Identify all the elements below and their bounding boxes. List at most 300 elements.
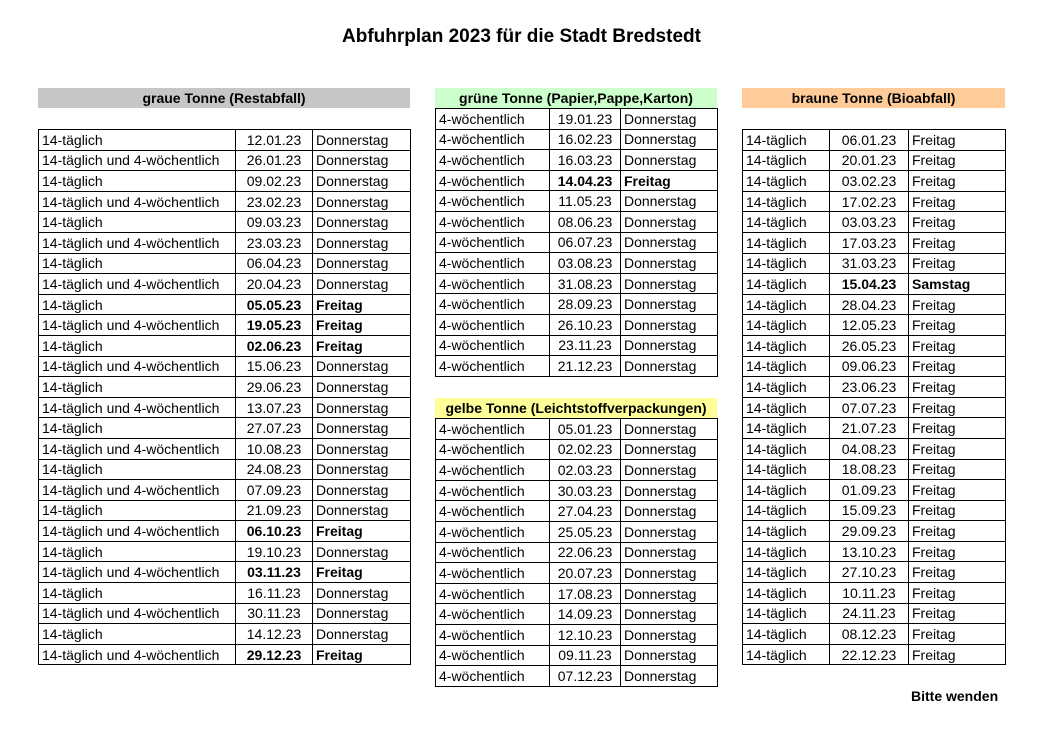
frequency-cell: 14-täglich und 4-wöchentlich: [39, 356, 236, 377]
weekday-cell: Donnerstag: [313, 274, 411, 295]
frequency-cell: 14-täglich: [39, 335, 236, 356]
frequency-cell: 4-wöchentlich: [436, 583, 550, 604]
frequency-cell: 4-wöchentlich: [436, 439, 550, 460]
date-cell: 13.10.23: [830, 541, 909, 562]
date-cell: 03.11.23: [236, 562, 313, 583]
frequency-cell: 4-wöchentlich: [436, 356, 550, 377]
weekday-cell: Freitag: [909, 397, 1006, 418]
date-cell: 20.01.23: [830, 150, 909, 171]
table-row: [436, 273, 718, 294]
table-row: [39, 171, 411, 192]
frequency-cell: 14-täglich: [39, 377, 236, 398]
table-row: [436, 170, 718, 191]
date-cell: 09.11.23: [550, 645, 621, 666]
frequency-cell: 14-täglich: [743, 315, 830, 336]
date-cell: 10.11.23: [830, 583, 909, 604]
table-row: [436, 480, 718, 501]
weekday-cell: Donnerstag: [621, 211, 718, 232]
date-cell: 03.08.23: [550, 253, 621, 274]
table-row: [39, 459, 411, 480]
table-row: [436, 521, 718, 542]
date-cell: 23.02.23: [236, 191, 313, 212]
date-cell: 24.08.23: [236, 459, 313, 480]
weekday-cell: Freitag: [313, 335, 411, 356]
table-row: [39, 377, 411, 398]
date-cell: 03.03.23: [830, 212, 909, 233]
weekday-cell: Freitag: [313, 315, 411, 336]
weekday-cell: Freitag: [909, 541, 1006, 562]
weekday-cell: Donnerstag: [621, 563, 718, 584]
table-row: [39, 315, 411, 336]
weekday-cell: Freitag: [909, 212, 1006, 233]
date-cell: 14.04.23: [550, 170, 621, 191]
table-row: [743, 603, 1006, 624]
table-row: [436, 439, 718, 460]
date-cell: 21.07.23: [830, 418, 909, 439]
date-cell: 07.07.23: [830, 397, 909, 418]
table-row: [743, 232, 1006, 253]
weekday-cell: Donnerstag: [313, 480, 411, 501]
frequency-cell: 14-täglich: [743, 480, 830, 501]
weekday-cell: Freitag: [909, 418, 1006, 439]
date-cell: 12.05.23: [830, 315, 909, 336]
date-cell: 19.01.23: [550, 109, 621, 130]
table-row: [743, 356, 1006, 377]
table-row: [436, 232, 718, 253]
date-cell: 01.09.23: [830, 480, 909, 501]
date-cell: 13.07.23: [236, 397, 313, 418]
weekday-cell: Donnerstag: [621, 583, 718, 604]
frequency-cell: 14-täglich: [743, 335, 830, 356]
weekday-cell: Donnerstag: [621, 419, 718, 440]
date-cell: 02.06.23: [236, 335, 313, 356]
date-cell: 07.09.23: [236, 480, 313, 501]
date-cell: 16.02.23: [550, 129, 621, 150]
weekday-cell: Freitag: [909, 644, 1006, 665]
weekday-cell: Donnerstag: [621, 604, 718, 625]
frequency-cell: 4-wöchentlich: [436, 109, 550, 130]
weekday-cell: Freitag: [909, 356, 1006, 377]
date-cell: 17.03.23: [830, 232, 909, 253]
frequency-cell: 14-täglich und 4-wöchentlich: [39, 150, 236, 171]
weekday-cell: Donnerstag: [621, 129, 718, 150]
table-row: [39, 438, 411, 459]
weekday-cell: Donnerstag: [313, 624, 411, 645]
table-row: [39, 294, 411, 315]
table-row: [743, 253, 1006, 274]
date-cell: 15.09.23: [830, 500, 909, 521]
weekday-cell: Donnerstag: [621, 624, 718, 645]
table-row: [39, 500, 411, 521]
frequency-cell: 14-täglich und 4-wöchentlich: [39, 191, 236, 212]
weekday-cell: Donnerstag: [313, 377, 411, 398]
date-cell: 10.08.23: [236, 438, 313, 459]
frequency-cell: 4-wöchentlich: [436, 129, 550, 150]
date-cell: 08.06.23: [550, 211, 621, 232]
date-cell: 12.10.23: [550, 624, 621, 645]
weekday-cell: Freitag: [909, 521, 1006, 542]
table-row: [743, 562, 1006, 583]
date-cell: 14.09.23: [550, 604, 621, 625]
weekday-cell: Freitag: [909, 150, 1006, 171]
weekday-cell: Donnerstag: [621, 109, 718, 130]
weekday-cell: Freitag: [313, 521, 411, 542]
date-cell: 06.01.23: [830, 130, 909, 151]
frequency-cell: 4-wöchentlich: [436, 273, 550, 294]
date-cell: 27.04.23: [550, 501, 621, 522]
weekday-cell: Freitag: [909, 500, 1006, 521]
frequency-cell: 4-wöchentlich: [436, 253, 550, 274]
frequency-cell: 4-wöchentlich: [436, 645, 550, 666]
table-row: [39, 418, 411, 439]
frequency-cell: 14-täglich: [743, 644, 830, 665]
frequency-cell: 4-wöchentlich: [436, 521, 550, 542]
frequency-cell: 14-täglich: [743, 150, 830, 171]
frequency-cell: 4-wöchentlich: [436, 191, 550, 212]
date-cell: 31.03.23: [830, 253, 909, 274]
weekday-cell: Donnerstag: [313, 541, 411, 562]
table-row: [436, 604, 718, 625]
frequency-cell: 14-täglich: [743, 253, 830, 274]
date-cell: 06.04.23: [236, 253, 313, 274]
frequency-cell: 14-täglich: [39, 500, 236, 521]
table-row: [743, 274, 1006, 295]
gruen-header: grüne Tonne (Papier,Pappe,Karton): [435, 88, 717, 108]
table-row: [39, 191, 411, 212]
weekday-cell: Donnerstag: [621, 666, 718, 687]
weekday-cell: Freitag: [909, 191, 1006, 212]
table-row: [743, 480, 1006, 501]
frequency-cell: 4-wöchentlich: [436, 480, 550, 501]
weekday-cell: Freitag: [909, 335, 1006, 356]
weekday-cell: Donnerstag: [621, 501, 718, 522]
weekday-cell: Freitag: [909, 377, 1006, 398]
frequency-cell: 14-täglich: [743, 562, 830, 583]
frequency-cell: 4-wöchentlich: [436, 604, 550, 625]
braun-header: braune Tonne (Bioabfall): [742, 88, 1005, 108]
table-row: [436, 460, 718, 481]
please-turn-over-note: Bitte wenden: [911, 688, 999, 704]
weekday-cell: Freitag: [909, 459, 1006, 480]
weekday-cell: Donnerstag: [621, 521, 718, 542]
table-row: [39, 480, 411, 501]
table-row: [39, 583, 411, 604]
weekday-cell: Freitag: [909, 603, 1006, 624]
frequency-cell: 14-täglich: [39, 418, 236, 439]
table-row: [39, 562, 411, 583]
frequency-cell: 14-täglich: [743, 624, 830, 645]
date-cell: 25.05.23: [550, 521, 621, 542]
table-row: [436, 150, 718, 171]
table-row: [436, 191, 718, 212]
table-row: [436, 501, 718, 522]
weekday-cell: Freitag: [909, 438, 1006, 459]
frequency-cell: 4-wöchentlich: [436, 563, 550, 584]
frequency-cell: 14-täglich und 4-wöchentlich: [39, 397, 236, 418]
table-row: [39, 232, 411, 253]
weekday-cell: Donnerstag: [313, 438, 411, 459]
frequency-cell: 14-täglich: [743, 274, 830, 295]
date-cell: 02.03.23: [550, 460, 621, 481]
date-cell: 03.02.23: [830, 171, 909, 192]
weekday-cell: Donnerstag: [313, 459, 411, 480]
frequency-cell: 14-täglich und 4-wöchentlich: [39, 603, 236, 624]
table-row: [39, 130, 411, 151]
table-row: [743, 583, 1006, 604]
weekday-cell: Donnerstag: [621, 314, 718, 335]
frequency-cell: 4-wöchentlich: [436, 150, 550, 171]
table-row: [436, 335, 718, 356]
frequency-cell: 4-wöchentlich: [436, 170, 550, 191]
frequency-cell: 14-täglich und 4-wöchentlich: [39, 480, 236, 501]
frequency-cell: 14-täglich: [743, 171, 830, 192]
table-row: [743, 438, 1006, 459]
weekday-cell: Donnerstag: [313, 356, 411, 377]
date-cell: 19.05.23: [236, 315, 313, 336]
weekday-cell: Donnerstag: [621, 253, 718, 274]
weekday-cell: Donnerstag: [621, 480, 718, 501]
frequency-cell: 4-wöchentlich: [436, 294, 550, 315]
date-cell: 30.11.23: [236, 603, 313, 624]
frequency-cell: 14-täglich: [39, 624, 236, 645]
frequency-cell: 4-wöchentlich: [436, 211, 550, 232]
date-cell: 15.04.23: [830, 274, 909, 295]
table-row: [743, 315, 1006, 336]
date-cell: 11.05.23: [550, 191, 621, 212]
frequency-cell: 14-täglich und 4-wöchentlich: [39, 315, 236, 336]
weekday-cell: Freitag: [909, 232, 1006, 253]
table-row: [39, 253, 411, 274]
table-row: [743, 212, 1006, 233]
weekday-cell: Donnerstag: [313, 191, 411, 212]
table-row: [743, 644, 1006, 665]
frequency-cell: 4-wöchentlich: [436, 314, 550, 335]
date-cell: 23.03.23: [236, 232, 313, 253]
weekday-cell: Donnerstag: [313, 603, 411, 624]
frequency-cell: 14-täglich: [743, 130, 830, 151]
weekday-cell: Donnerstag: [313, 150, 411, 171]
date-cell: 21.12.23: [550, 356, 621, 377]
date-cell: 26.01.23: [236, 150, 313, 171]
frequency-cell: 14-täglich und 4-wöchentlich: [39, 562, 236, 583]
frequency-cell: 14-täglich: [39, 253, 236, 274]
table-row: [436, 211, 718, 232]
frequency-cell: 14-täglich: [743, 418, 830, 439]
frequency-cell: 14-täglich: [39, 541, 236, 562]
table-row: [39, 541, 411, 562]
date-cell: 27.07.23: [236, 418, 313, 439]
date-cell: 29.12.23: [236, 644, 313, 665]
date-cell: 16.03.23: [550, 150, 621, 171]
table-row: [436, 314, 718, 335]
frequency-cell: 14-täglich: [743, 603, 830, 624]
weekday-cell: Donnerstag: [313, 212, 411, 233]
table-row: [436, 109, 718, 130]
date-cell: 15.06.23: [236, 356, 313, 377]
weekday-cell: Donnerstag: [313, 232, 411, 253]
date-cell: 12.01.23: [236, 130, 313, 151]
weekday-cell: Donnerstag: [621, 645, 718, 666]
weekday-cell: Donnerstag: [621, 356, 718, 377]
table-row: [436, 666, 718, 687]
date-cell: 02.02.23: [550, 439, 621, 460]
date-cell: 16.11.23: [236, 583, 313, 604]
date-cell: 28.09.23: [550, 294, 621, 315]
date-cell: 14.12.23: [236, 624, 313, 645]
date-cell: 06.07.23: [550, 232, 621, 253]
frequency-cell: 14-täglich: [39, 583, 236, 604]
weekday-cell: Freitag: [909, 171, 1006, 192]
frequency-cell: 14-täglich und 4-wöchentlich: [39, 438, 236, 459]
weekday-cell: Donnerstag: [621, 460, 718, 481]
weekday-cell: Freitag: [909, 480, 1006, 501]
table-row: [39, 521, 411, 542]
date-cell: 26.10.23: [550, 314, 621, 335]
date-cell: 30.03.23: [550, 480, 621, 501]
date-cell: 20.07.23: [550, 563, 621, 584]
frequency-cell: 4-wöchentlich: [436, 542, 550, 563]
weekday-cell: Samstag: [909, 274, 1006, 295]
table-row: [436, 253, 718, 274]
table-row: [39, 356, 411, 377]
weekday-cell: Donnerstag: [313, 397, 411, 418]
table-row: [743, 541, 1006, 562]
frequency-cell: 14-täglich: [743, 356, 830, 377]
table-row: [39, 603, 411, 624]
weekday-cell: Freitag: [313, 562, 411, 583]
date-cell: 19.10.23: [236, 541, 313, 562]
weekday-cell: Donnerstag: [621, 232, 718, 253]
date-cell: 20.04.23: [236, 274, 313, 295]
grau-schedule-table: [38, 129, 411, 665]
frequency-cell: 14-täglich und 4-wöchentlich: [39, 644, 236, 665]
weekday-cell: Donnerstag: [313, 171, 411, 192]
weekday-cell: Donnerstag: [313, 583, 411, 604]
table-row: [436, 645, 718, 666]
frequency-cell: 14-täglich: [743, 583, 830, 604]
date-cell: 31.08.23: [550, 273, 621, 294]
frequency-cell: 4-wöchentlich: [436, 232, 550, 253]
frequency-cell: 14-täglich: [743, 459, 830, 480]
frequency-cell: 14-täglich: [39, 130, 236, 151]
table-row: [39, 624, 411, 645]
table-row: [743, 171, 1006, 192]
gruen-schedule-table: [435, 108, 718, 377]
braun-schedule-table: [742, 129, 1006, 665]
date-cell: 07.12.23: [550, 666, 621, 687]
weekday-cell: Donnerstag: [621, 439, 718, 460]
weekday-cell: Donnerstag: [621, 273, 718, 294]
date-cell: 29.09.23: [830, 521, 909, 542]
table-row: [436, 583, 718, 604]
weekday-cell: Donnerstag: [621, 335, 718, 356]
frequency-cell: 14-täglich und 4-wöchentlich: [39, 274, 236, 295]
table-row: [39, 397, 411, 418]
table-row: [39, 335, 411, 356]
frequency-cell: 4-wöchentlich: [436, 419, 550, 440]
frequency-cell: 14-täglich: [39, 294, 236, 315]
table-row: [436, 129, 718, 150]
date-cell: 22.06.23: [550, 542, 621, 563]
table-row: [743, 397, 1006, 418]
weekday-cell: Donnerstag: [313, 130, 411, 151]
gelb-header: gelbe Tonne (Leichtstoffverpackungen): [435, 398, 717, 418]
date-cell: 05.01.23: [550, 419, 621, 440]
date-cell: 08.12.23: [830, 624, 909, 645]
table-row: [743, 335, 1006, 356]
table-row: [436, 563, 718, 584]
table-row: [743, 150, 1006, 171]
date-cell: 04.08.23: [830, 438, 909, 459]
date-cell: 23.06.23: [830, 377, 909, 398]
weekday-cell: Freitag: [909, 294, 1006, 315]
weekday-cell: Freitag: [909, 624, 1006, 645]
table-row: [39, 644, 411, 665]
weekday-cell: Freitag: [909, 253, 1006, 274]
table-row: [743, 624, 1006, 645]
weekday-cell: Freitag: [909, 583, 1006, 604]
date-cell: 27.10.23: [830, 562, 909, 583]
table-row: [39, 212, 411, 233]
weekday-cell: Donnerstag: [621, 150, 718, 171]
table-row: [39, 274, 411, 295]
date-cell: 21.09.23: [236, 500, 313, 521]
gelb-schedule-table: [435, 418, 718, 687]
weekday-cell: Donnerstag: [313, 418, 411, 439]
page-title: Abfuhrplan 2023 für die Stadt Bredstedt: [342, 26, 701, 47]
table-row: [743, 294, 1006, 315]
table-row: [39, 150, 411, 171]
date-cell: 22.12.23: [830, 644, 909, 665]
table-row: [743, 191, 1006, 212]
table-row: [436, 542, 718, 563]
weekday-cell: Donnerstag: [621, 542, 718, 563]
table-row: [436, 624, 718, 645]
frequency-cell: 14-täglich: [743, 232, 830, 253]
date-cell: 09.06.23: [830, 356, 909, 377]
date-cell: 17.02.23: [830, 191, 909, 212]
weekday-cell: Freitag: [313, 294, 411, 315]
table-row: [743, 130, 1006, 151]
frequency-cell: 4-wöchentlich: [436, 624, 550, 645]
frequency-cell: 14-täglich: [743, 438, 830, 459]
weekday-cell: Donnerstag: [313, 500, 411, 521]
frequency-cell: 14-täglich: [743, 212, 830, 233]
frequency-cell: 14-täglich und 4-wöchentlich: [39, 521, 236, 542]
frequency-cell: 4-wöchentlich: [436, 460, 550, 481]
date-cell: 26.05.23: [830, 335, 909, 356]
frequency-cell: 14-täglich: [39, 459, 236, 480]
table-row: [436, 356, 718, 377]
date-cell: 06.10.23: [236, 521, 313, 542]
weekday-cell: Freitag: [313, 644, 411, 665]
frequency-cell: 4-wöchentlich: [436, 666, 550, 687]
frequency-cell: 14-täglich: [743, 377, 830, 398]
table-row: [743, 521, 1006, 542]
table-row: [436, 419, 718, 440]
date-cell: 17.08.23: [550, 583, 621, 604]
date-cell: 09.03.23: [236, 212, 313, 233]
frequency-cell: 14-täglich: [743, 397, 830, 418]
weekday-cell: Freitag: [621, 170, 718, 191]
frequency-cell: 14-täglich: [39, 212, 236, 233]
frequency-cell: 14-täglich: [743, 191, 830, 212]
date-cell: 23.11.23: [550, 335, 621, 356]
table-row: [743, 377, 1006, 398]
frequency-cell: 14-täglich: [39, 171, 236, 192]
frequency-cell: 14-täglich: [743, 294, 830, 315]
frequency-cell: 4-wöchentlich: [436, 501, 550, 522]
